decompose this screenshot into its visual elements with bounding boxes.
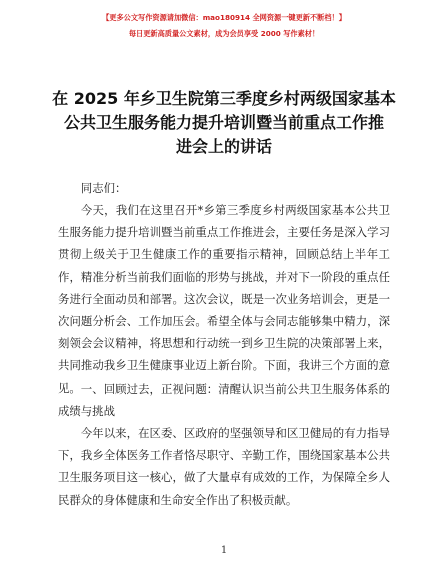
promo-banner-line1: 【更多公文写作资源请加微信：mao180914 全网资源一键更新不断档！】 (102, 13, 346, 22)
salutation: 同志们： (80, 181, 127, 195)
title-line-1: 在 2025 年乡卫生院第三季度乡村两级国家基本 (52, 89, 396, 108)
body-paragraph-intro: 今天，我们在这里召开*乡第三季度乡村两级国家基本公共卫生服务能力提升培训暨当前重点工作推进会，主要任务是深入学习贯彻上级关于卫生健康工作的重要指示精神，回顾总结上半年工作，精准分析当前我们面临的形势与挑战，并对下一阶段的重点任务进行全面动员和部署。这次会议，既是一次业务培训会，更是一次问题分析会、工作加压会。希望全体与会同志能够集中精力，深刻领会会议精神，将思想和行动统一到乡卫生院的决策部署上来，共同推动我乡卫生健康事业迈上新台阶。下面，我讲三个方面的意见。 (58, 203, 390, 395)
body-paragraph-review: 今年以来，在区委、区政府的坚强领导和区卫健局的有力指导下，我乡全体医务工作者恪尽职守、辛勤工作，围绕国家基本公共卫生服务项目这一核心，做了大量卓有成效的工作，为保障全乡人民群众的身体健康和生命安全作出了积极贡献。 (58, 426, 390, 507)
promo-banner-line2: 每日更新高质量公文素材，成为会员享受 2000 写作素材！ (128, 29, 320, 38)
title-line-2: 公共卫生服务能力提升培训暨当前重点工作推 (63, 113, 384, 132)
title-line-3: 进会上的讲话 (175, 137, 272, 156)
section-heading-1: 一、回顾过去，正视问题：清醒认识当前公共卫生服务体系的成绩与挑战 (58, 382, 390, 419)
page-number: 1 (220, 545, 228, 556)
